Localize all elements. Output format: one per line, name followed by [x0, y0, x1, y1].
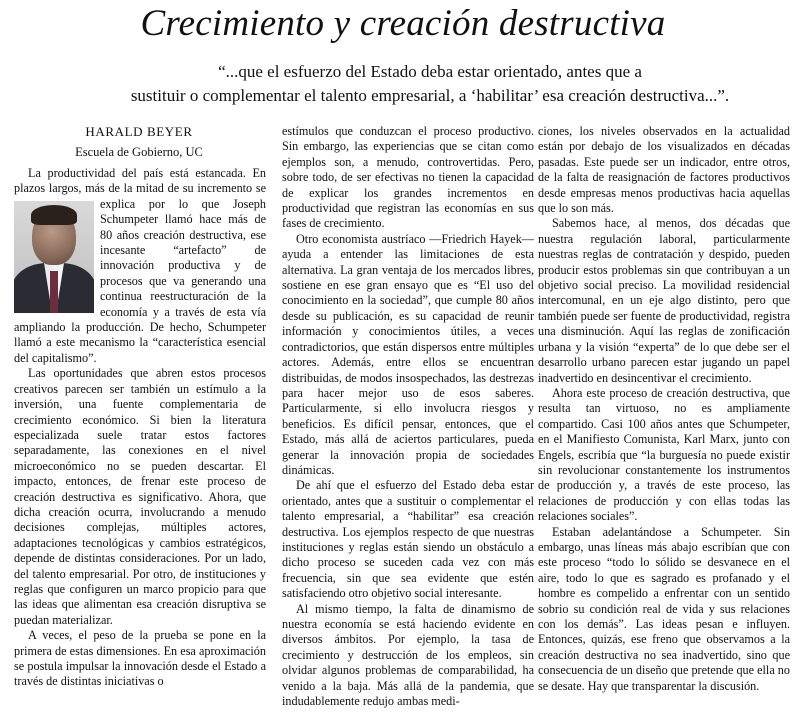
- col2-paragraph-2: Otro economista austríaco —Friedrich Hayek— ayuda a entender las limitaciones de esta alternativa. La gran ventaja de los mercados libres, sostiene en ese gran ensayo que es “El uso del conocimiento en la sociedad”, que cumple 80 años desde su publicación, es su capacidad de reunir información y conocimientos útiles, a veces contradictorios, que están dispersos entre múltiples actores. Además, entre ellos se encuentran distribuidas, de modos insospechados, las destrezas para hacer mejor uso de esos saberes. Particularmente, si ello involucra riesgos y beneficios. Es difícil pensar, entonces, que el Estado, más allá de aciertos particulares, pueda generar la innovación propia de sociedades dinámicas.: [282, 231, 534, 477]
- column-2: [282, 124, 534, 724]
- pull-quote-line-1: “...que el esfuerzo del Estado deba estar orientado, antes que a: [218, 62, 642, 81]
- col2-paragraph-4: Al mismo tiempo, la falta de dinamismo de nuestra economía se está haciendo evidente en diversos ámbitos. Por ejemplo, la tasa de crecimiento y destrucción de los empleos, sin olvidar algunos problemas de comparabilidad, ha venido a la baja. Más allá de la pandemia, que indudablemente redujo ambas medi-: [282, 601, 534, 709]
- col2-paragraph-3: De ahí que el esfuerzo del Estado deba estar orientado, antes que a sustituir o complementar el talento empresarial, a “habilitar” esa creación destructiva. Los ejemplos respecto de que nuestras instituciones y reglas están siendo un obstáculo a dicho proceso se suceden cada vez con más frecuencia, sin que sea evidente que estén satisfaciendo otro objetivo social interesante.: [282, 478, 534, 601]
- column-3: [538, 124, 790, 724]
- col1-paragraph-3: A veces, el peso de la prueba se pone en la primera de estas dimensiones. En esa aproximación se postula impulsar la innovación desde el Estado a través de distintas iniciativas o: [14, 628, 266, 689]
- col3-paragraph-1: ciones, los niveles observados en la actualidad están por debajo de los visualizados en décadas pasadas. Este puede ser un indicador, entre otros, de la falta de reasignación de factores productivos desde empresas menos productivas hacia aquellas que lo son más.: [538, 124, 790, 216]
- pull-quote-line-2: sustituir o complementar el talento empresarial, a ‘habilitar’ esa creación destructiva...”.: [130, 86, 730, 105]
- byline: [14, 122, 264, 162]
- column-1: [14, 166, 266, 724]
- col1-p1-start: La productividad del país está estancada. En plazos largos, más de la mitad de su incremento se explica por lo que: [14, 166, 266, 211]
- pull-quote: [110, 60, 750, 108]
- author-name: HARALD BEYER: [85, 124, 193, 139]
- article-title: Crecimiento y creación destructiva: [140, 3, 666, 44]
- col3-paragraph-2: Sabemos hace, al menos, dos décadas que nuestra regulación laboral, particularmente nuestras reglas de contratación y despido, pueden producir estos problemas sin que contribuyan a un objetivo social preciso. La movilidad residencial intercomunal, en un eje algo distinto, pero que también puede ser fuente de productividad, registra una disminución. Aquí las reglas de zonificación urbana y la visión “experta” de lo que debe ser el desarrollo urbano parecen estar jugando un papel inadvertido en desincentivar el crecimiento.: [538, 216, 790, 385]
- col1-paragraph-1: [14, 166, 266, 366]
- col1-p1-rest: Joseph Schumpeter llamó hace más de 80 años creación destructiva, ese incesante “artefacto” de innovación productiva y de procesos que va generando una continua reestructuración de la economía y a través de esta vía ampliando la producción. De hecho, Schumpeter llamó a este mecanismo la “característica esencial del capitalismo”.: [14, 196, 266, 365]
- col3-paragraph-3: Ahora este proceso de creación destructiva, que resulta tan virtuoso, no es ampliamente compartido. Casi 100 años antes que Schumpeter, en el Manifiesto Comunista, Karl Marx, junto con Engels, escribía que “la burguesía no puede existir sin revolucionar constantemente los instrumentos de producción y, a través de este proceso, las relaciones de producción y con ellas todas las relaciones sociales”.: [538, 385, 790, 524]
- col2-paragraph-1: estímulos que conduzcan el proceso productivo. Sin embargo, las experiencias que se citan como ejemplos son, a menudo, controvertidas. Pero, sobre todo, de ser efectivas no tienen la capacidad de explicar los grandes incrementos en productividad que registran las economías en sus fases de crecimiento.: [282, 124, 534, 231]
- author-photo: [14, 201, 94, 313]
- author-institution: Escuela de Gobierno, UC: [75, 145, 203, 159]
- col1-paragraph-2: Las oportunidades que abren estos procesos creativos parecen ser también un estímulo a la inversión, una fuente complementaria de crecimiento económico. Si bien la literatura especializada suele tratar estos factores separadamente, las conexiones en el nivel microeconómico no se pueden descartar. El impacto, entonces, de frenar este proceso de creación destructiva es significativo. Ahora, que dicha creación ocurra, involucrando a menudo decisiones complejas, múltiples actores, adaptaciones tecnológicas y cambios estratégicos, depende de distintas consideraciones. Por un lado, del talento empresarial. Por otro, de instituciones y reglas que configuren un marco propicio para que las ideas que alimentan esa creación disruptiva se puedan materializar.: [14, 366, 266, 627]
- col3-paragraph-4: Estaban adelantándose a Schumpeter. Sin embargo, unas líneas más abajo escribían que con este proceso “todo lo sólido se desvanece en el aire, todo lo que es sagrado es profanado y el hombre es compelido a enfrentar con un sentido sobrio su condición real de vida y sus relaciones con los demás”. Las ideas pesan e influyen. Entonces, quizás, ese freno que observamos a la creación destructiva no sea inadvertido, sino que consecuencia de un diseño que pretende que ella no se desate. Hay que transparentar la discusión.: [538, 524, 790, 693]
